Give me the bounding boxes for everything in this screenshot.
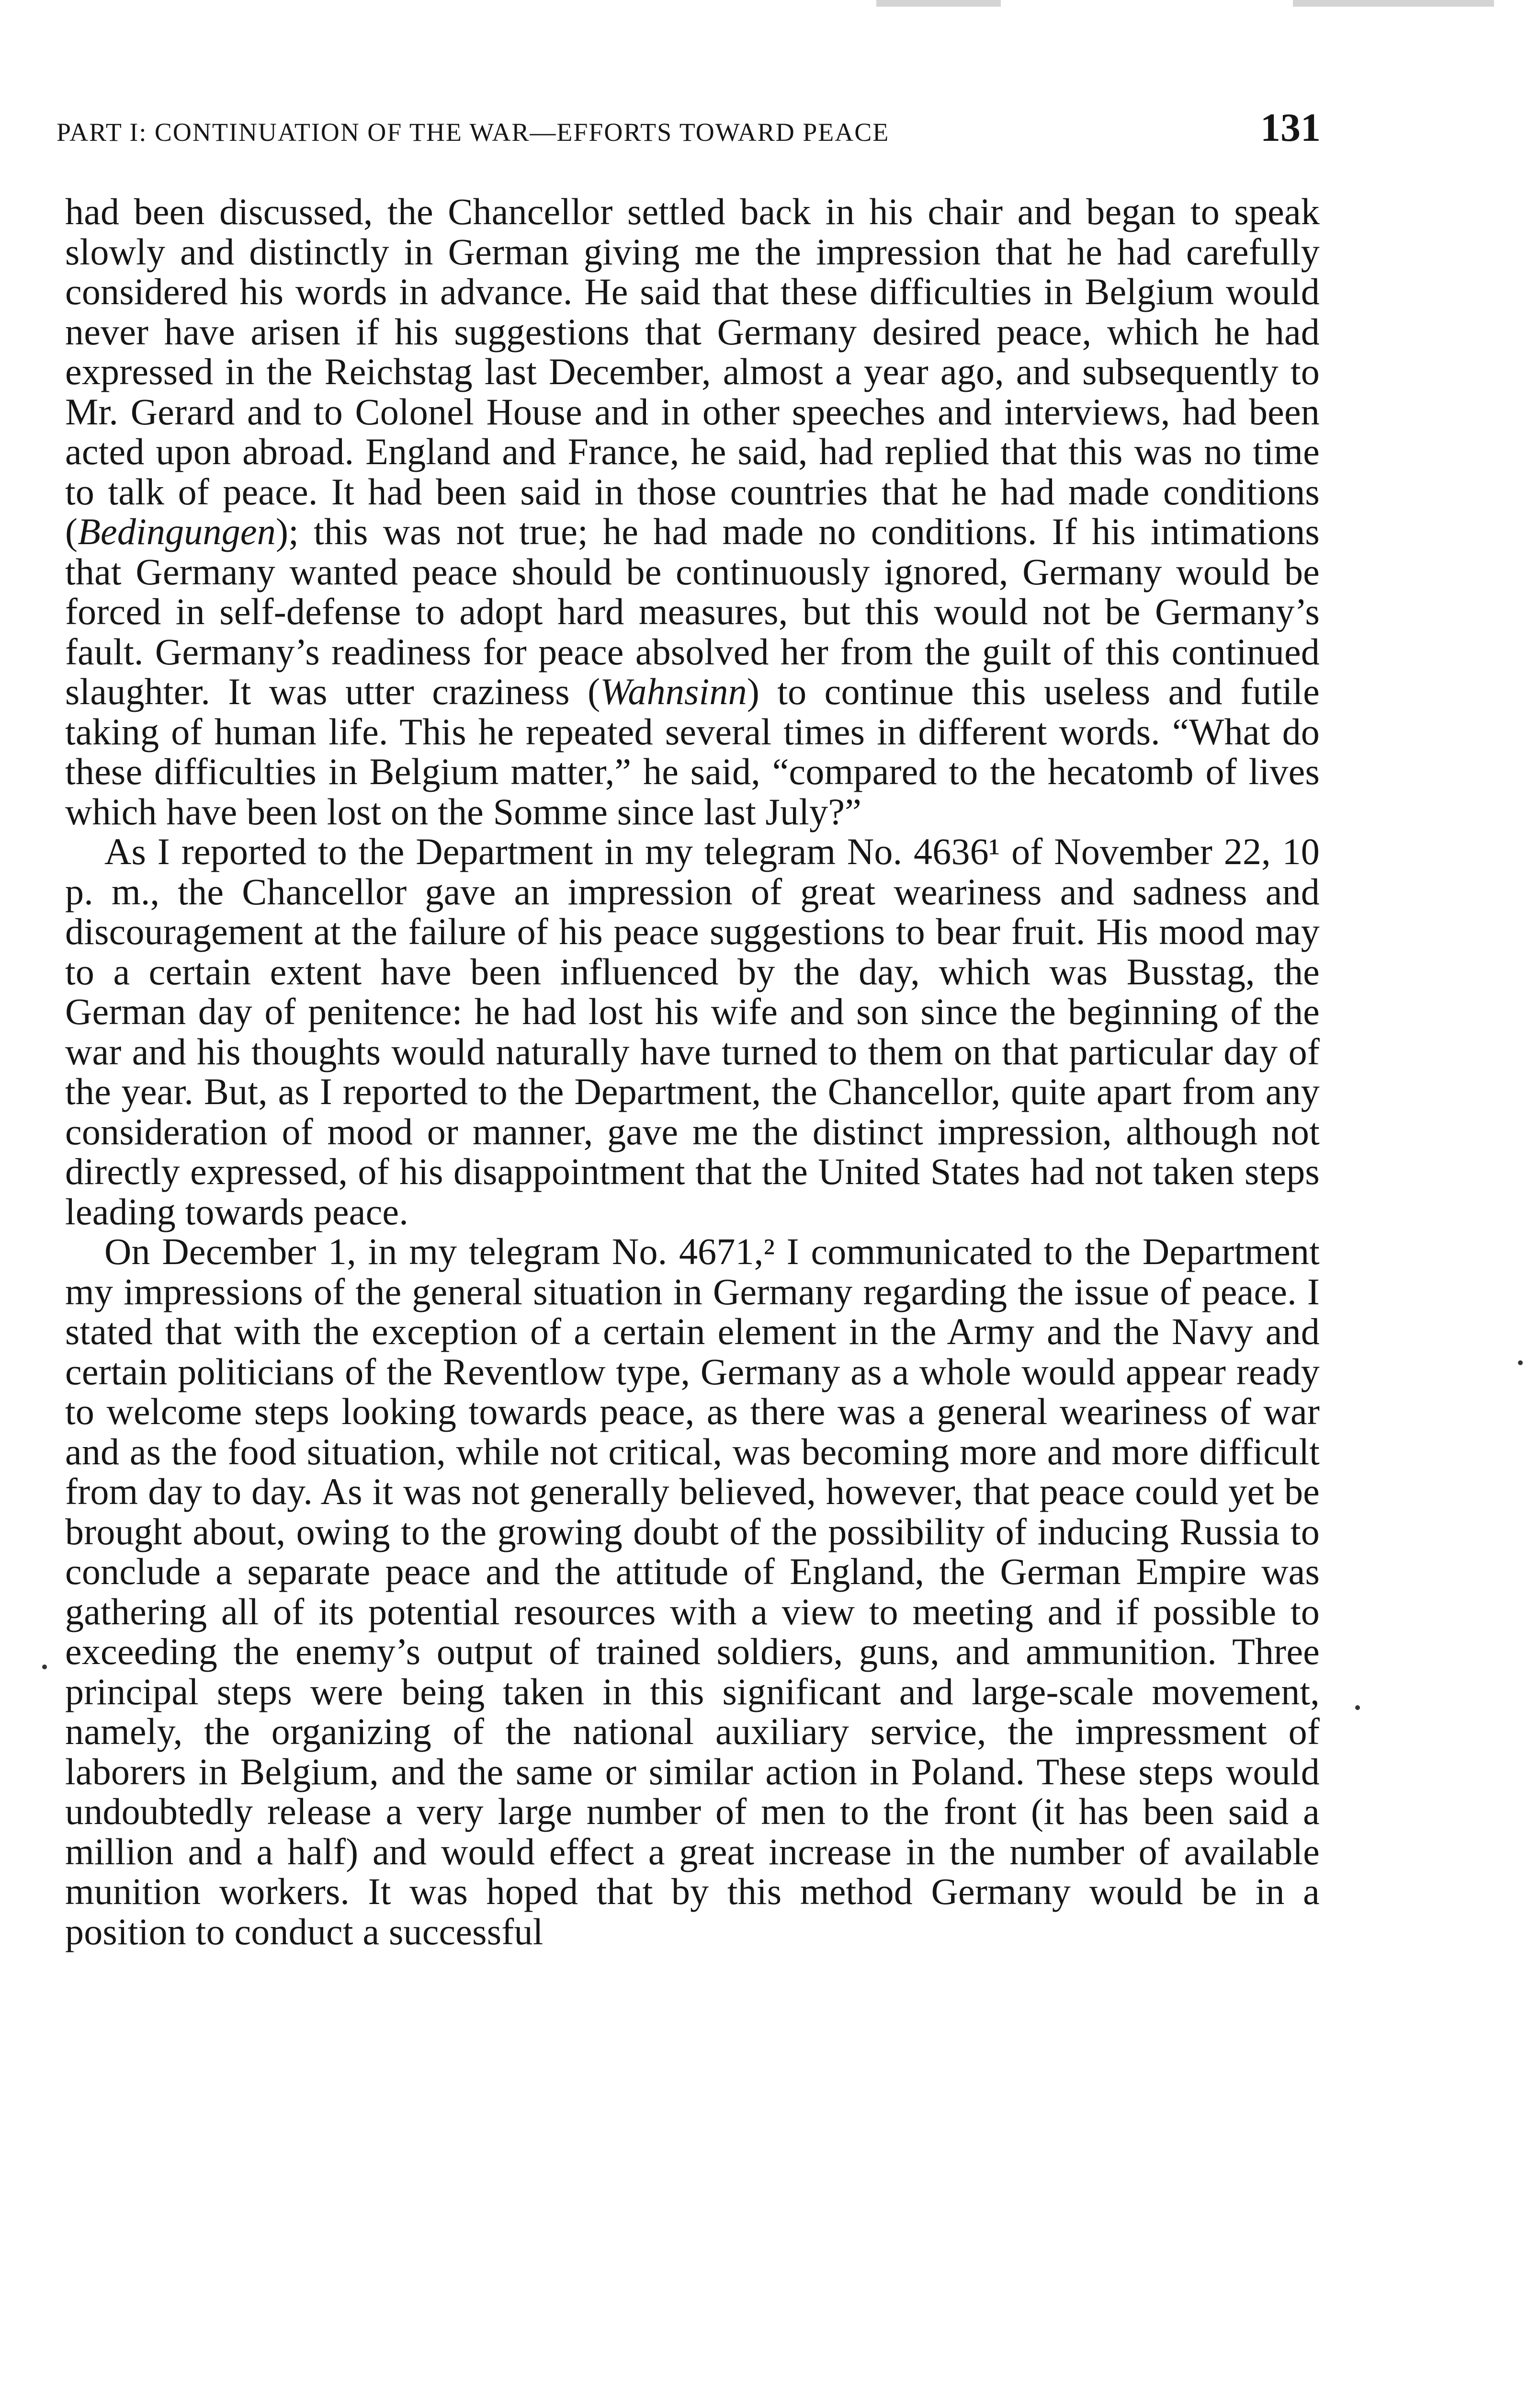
scan-speck [876,0,1001,7]
margin-speck [1518,1360,1523,1365]
italic-term: Bedingungen [78,511,276,552]
paragraph [65,832,1320,1232]
margin-speck [42,1665,47,1669]
page-header [57,104,1321,151]
text-run: ) to continue this useless and futile taking of human life. This he repeated several times in different words. “What do these difficulties in Belgium matter,” he said, “compared to the hecatomb of lives which have been lost on the Somme since last July?” [65,671,1320,833]
text-run: As I reported to the Department in my telegram No. 4636¹ of November 22, 10 p. m., the Chancellor gave an impression of great weariness and sadness and discouragement at the failure of his peace suggestions to bear fruit. His mood may to a certain extent have been influenced by the day, which was Busstag, the German day of penitence: he had lost his wife and son since the beginning of the war and his thoughts would naturally have turned to them on that particular day of the year. But, as I reported to the Department, the Chancellor, quite apart from any consideration of mood or manner, gave me the distinct impression, although not directly expressed, of his disappointment that the United States had not taken steps leading towards peace. [65,831,1320,1232]
text-run: On December 1, in my telegram No. 4671,² I communicated to the Department my impressions of the general situation in Germany regarding the issue of peace. I stated that with the exception of a certain element in the Army and the Navy and certain politicians of the Reventlow type, Germany as a whole would appear ready to welcome steps looking towards peace, as there was a general weariness of war and as the food situation, while not critical, was becoming more and more difficult from day to day. As it was not generally believed, however, that peace could yet be brought about, owing to the growing doubt of the possibility of inducing Russia to conclude a separate peace and the attitude of England, the German Empire was gathering all of its potential resources with a view to meeting and if possible to exceeding the enemy’s output of trained soldiers, guns, and ammunition. Three principal steps were being taken in this significant and large-scale movement, namely, the organizing of the national auxiliary service, the impressment of laborers in Belgium, and the same or similar action in Poland. These steps would undoubtedly release a very large number of men to the front (it has been said a million and a half) and would effect a great increase in the number of available munition workers. It was hoped that by this method Germany would be in a position to conduct a successful [65,1231,1320,1952]
text-run: had been discussed, the Chancellor settled back in his chair and began to speak slowly and distinctly in German giving me the impression that he had carefully considered his words in advance. He said that these difficulties in Belgium would never have arisen if his suggestions that Germany desired peace, which he had expressed in the Reichstag last December, almost a year ago, and subsequently to Mr. Gerard and to Colonel House and in other speeches and interviews, had been acted upon abroad. England and France, he said, had replied that this was no time to talk of peace. It had been said in those countries that he had made conditions ( [65,191,1320,552]
paragraph [65,1232,1320,1951]
text-run: ); this was not true; he had made no conditions. If his intimations that Germany wanted peace should be continuously ignored, Germany would be forced in self-defense to adopt hard measures, but this would not be Germany’s fault. Germany’s readiness for peace absolved her from the guilt of this continued slaughter. It was utter craziness ( [65,511,1320,712]
running-head: PART I: CONTINUATION OF THE WAR—EFFORTS TOWARD PEACE [57,118,890,147]
scan-speck [1293,0,1494,7]
body-text [65,192,1320,1951]
margin-speck [1355,1705,1360,1710]
italic-term: Wahnsinn [600,671,747,712]
paragraph [65,192,1320,832]
page-number: 131 [1260,105,1321,150]
